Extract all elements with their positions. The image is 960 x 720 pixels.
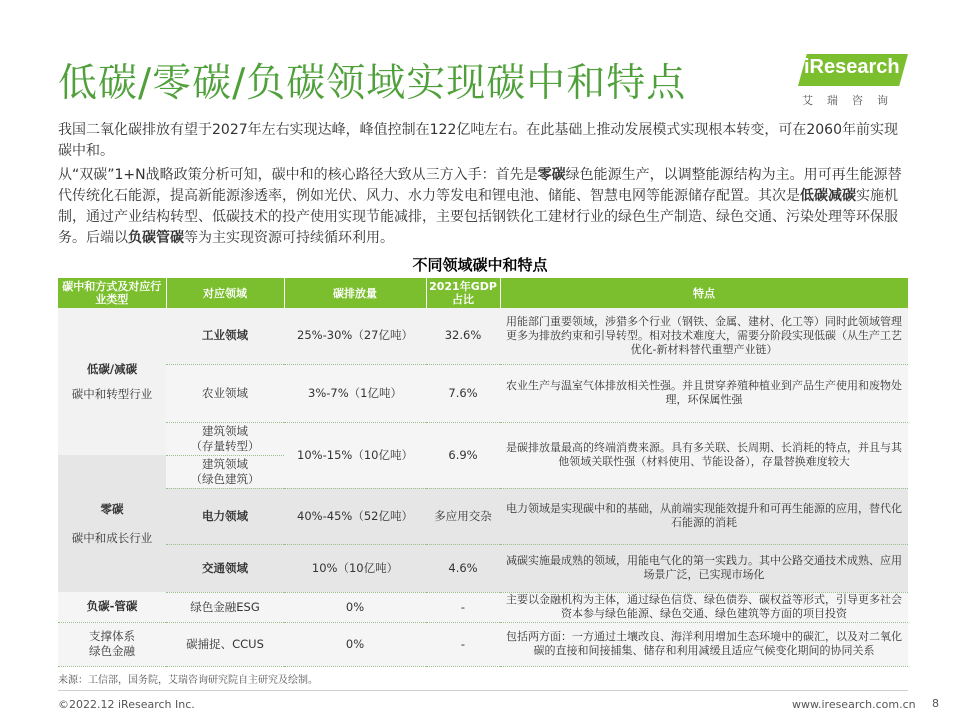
footer-divider — [58, 690, 908, 691]
category-zero-carbon — [58, 455, 166, 592]
field-cell: 绿色金融ESG — [166, 592, 284, 622]
gdp-cell: 6.9% — [426, 422, 500, 488]
table-row — [58, 364, 908, 422]
source-note: 来源：工信部，国务院，艾瑞咨询研究院自主研究及绘制。 — [58, 675, 318, 686]
gdp-cell: - — [426, 592, 500, 622]
highlight-negative-carbon: 负碳管碳 — [128, 230, 184, 246]
path-text-d: 实施机制，通过产业结构转型、低碳技术的投产使用实现节能减排，主要包括钢铁化工建材行业的绿色生产制造、绿色交通、污染处理等环保服务。后端以 — [58, 188, 898, 246]
emission-cell: 0% — [284, 622, 426, 666]
table-row — [58, 544, 908, 592]
table-row — [58, 592, 908, 622]
field-cell: 建筑领域 （绿色建筑） — [166, 455, 284, 488]
header-emission: 碳排放量 — [284, 278, 426, 308]
emission-cell: 10%-15%（10亿吨） — [284, 422, 426, 488]
field-cell: 建筑领域 （存量转型） — [166, 422, 284, 455]
header-gdp: 2021年GDP占比 — [426, 278, 500, 308]
category-negative-carbon: 负碳-管碳 — [58, 592, 166, 622]
feature-cell: 是碳排放量最高的终端消费来源。具有多关联、长周期、长消耗的特点，并且与其他领域关联性强（材料使用、节能设备），存量替换难度较大 — [500, 422, 908, 488]
feature-cell: 用能部门重要领域，涉猎多个行业（钢铁、金属、建材、化工等）同时此领域管理更多为排放约束和引导转型。相对技术难度大，需要分阶段实现低碳（从生产工艺优化-新材料替代重塑产业链） — [500, 308, 908, 364]
category-negative-sub: 支撑体系 绿色金融 — [58, 622, 166, 666]
feature-cell: 农业生产与温室气体排放相关性强。并且贯穿养殖种植业到产品生产使用和废物处理，环保属性强 — [500, 364, 908, 422]
table-row — [58, 422, 908, 455]
highlight-zero-carbon: 零碳 — [537, 167, 566, 183]
table-row — [58, 308, 908, 364]
category-zero-sub: 碳中和成长行业 — [71, 530, 153, 545]
logo-subtitle: 艾瑞咨询 — [802, 94, 902, 107]
header-category: 碳中和方式及对应行业类型 — [58, 278, 166, 308]
emission-cell: 25%-30%（27亿吨） — [284, 308, 426, 364]
emission-cell: 10%（10亿吨） — [284, 544, 426, 592]
page-title: 低碳/零碳/负碳领域实现碳中和特点 — [58, 61, 687, 106]
path-text-e: 等为主实现资源可持续循环利用。 — [184, 230, 394, 246]
category-low-title: 低碳/减碳 — [86, 361, 138, 376]
feature-cell: 包括两方面：一方通过土壤改良、海洋利用增加生态环境中的碳汇，以及对二氧化碳的直接和间接捕集、储存和利用减缓且适应气候变化期间的协同关系 — [500, 622, 908, 666]
intro-text: 我国二氧化碳排放有望于2027年左右实现达峰，峰值控制在122亿吨左右。在此基础上推动发展模式实现根本转变，可在2060年前实现碳中和。 — [58, 122, 898, 159]
feature-cell: 减碳实施最成熟的领域，用能电气化的第一实践力。其中公路交通技术成熟、应用场景广泛，已实现市场化 — [500, 544, 908, 592]
header-feature: 特点 — [500, 278, 908, 308]
intro-paragraph — [58, 120, 908, 162]
iresearch-logo — [792, 48, 912, 112]
gdp-cell: 32.6% — [426, 308, 500, 364]
feature-cell: 电力领域是实现碳中和的基础，从前端实现能效提升和可再生能源的应用，替代化石能源的消耗 — [500, 488, 908, 544]
path-text-c: 绿色能源生产，以调整能源结构为主。用可再生能源替代传统化石能源，提高新能源渗透率，例如光伏、风力、水力等发电和锂电池、储能、智慧电网等能源储存配置。其次是 — [58, 167, 902, 204]
emission-cell: 0% — [284, 592, 426, 622]
field-cell: 工业领域 — [166, 308, 284, 364]
copyright: ©2022.12 iResearch Inc. — [58, 698, 195, 711]
website-url: www.iresearch.com.cn — [792, 698, 916, 711]
table-row — [58, 622, 908, 666]
gdp-cell: 7.6% — [426, 364, 500, 422]
feature-cell: 主要以金融机构为主体，通过绿色信贷、绿色债券、碳权益等形式，引导更多社会资本参与绿色能源、绿色交通、绿色建筑等方面的项目投资 — [500, 592, 908, 622]
path-paragraph — [58, 165, 908, 249]
highlight-low-carbon: 低碳减碳 — [800, 188, 856, 204]
page-number: 8 — [932, 697, 939, 710]
emission-cell: 3%-7%（1亿吨） — [284, 364, 426, 422]
header-field: 对应领域 — [166, 278, 284, 308]
category-low-sub: 碳中和转型行业 — [71, 386, 153, 401]
logo-text: iResearch — [804, 56, 900, 78]
emission-cell: 40%-45%（52亿吨） — [284, 488, 426, 544]
field-cell: 电力领域 — [166, 488, 284, 544]
gdp-cell: 4.6% — [426, 544, 500, 592]
category-low-carbon — [58, 308, 166, 455]
carbon-neutral-table — [58, 278, 909, 667]
path-text-a: 从“双碳”1+N战略政策分析可知，碳中和的核心路径大致从三方入手：首先是 — [58, 167, 538, 183]
field-cell: 交通领域 — [166, 544, 284, 592]
field-cell: 农业领域 — [166, 364, 284, 422]
category-zero-title: 零碳 — [100, 501, 124, 516]
field-cell: 碳捕捉、CCUS — [166, 622, 284, 666]
table-header-row — [58, 278, 908, 308]
table-row — [58, 488, 908, 544]
gdp-cell: - — [426, 622, 500, 666]
gdp-cell: 多应用交杂 — [426, 488, 500, 544]
table-caption: 不同领域碳中和特点 — [412, 256, 548, 274]
